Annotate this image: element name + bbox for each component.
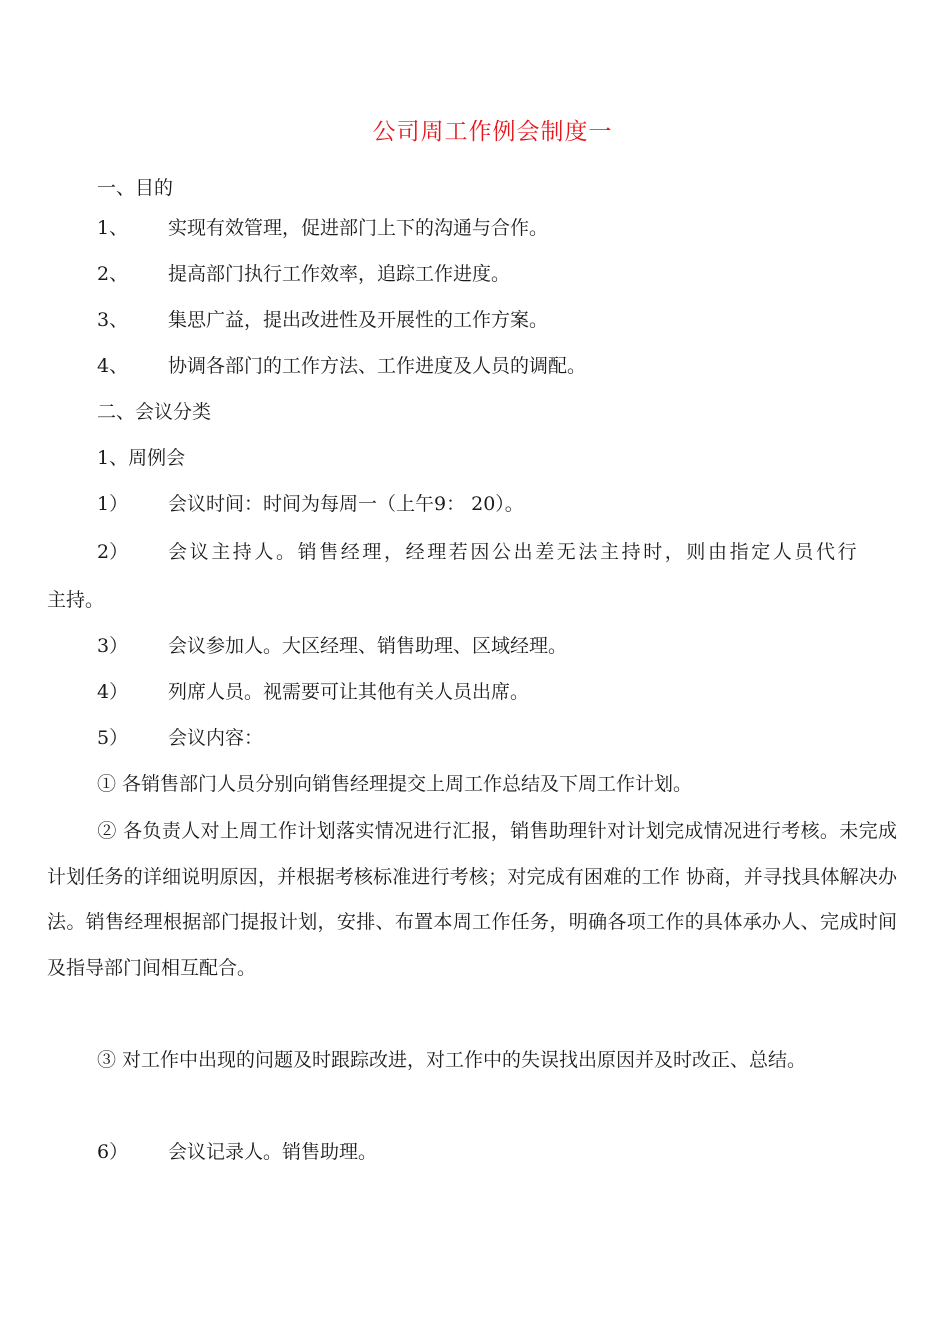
item-number: 3、 [97, 309, 129, 331]
item-text: 会议时间：时间为每周一（上午9： 20）。 [168, 493, 524, 515]
item-text: 会议主持人。销售经理，经理若因公出差无法主持时，则由指定人员代行 [168, 541, 860, 563]
item-text: 实现有效管理，促进部门上下的沟通与合作。 [168, 217, 549, 239]
item-number: 5） [97, 727, 129, 749]
content-item-paragraph [47, 809, 897, 991]
section-heading-meeting-types: 二、会议分类 [97, 401, 212, 423]
item-number: 4、 [97, 355, 129, 377]
item-number: 6） [97, 1141, 129, 1163]
item-number: 1） [97, 493, 129, 515]
item-text: 会议参加人。大区经理、销售助理、区域经理。 [168, 635, 568, 657]
content-item-text: ③ 对工作中出现的问题及时跟踪改进，对工作中的失误找出原因并及时改正、总结。 [97, 1049, 807, 1071]
item-number: 2） [97, 541, 129, 563]
item-number: 3） [97, 635, 129, 657]
item-text: 会议内容： [168, 727, 264, 749]
document-title: 公司周工作例会制度一 [372, 119, 613, 145]
section-heading-purpose: 一、目的 [97, 177, 174, 199]
content-item: ① 各销售部门人员分别向销售经理提交上周工作总结及下周工作计划。 [97, 773, 693, 795]
item-text: 集思广益，提出改进性及开展性的工作方案。 [168, 309, 549, 331]
item-text: 会议记录人。销售助理。 [168, 1141, 378, 1163]
item-text: 协调各部门的工作方法、工作进度及人员的调配。 [168, 355, 587, 377]
item-text: 提高部门执行工作效率，追踪工作进度。 [168, 263, 511, 285]
item-number: 2、 [97, 263, 129, 285]
content-item-paragraph [47, 1038, 897, 1084]
item-text-continuation: 主持。 [47, 589, 105, 611]
item-number: 1、 [97, 217, 129, 239]
subsection-heading-weekly-meeting: 1、周例会 [97, 447, 186, 469]
content-item-text: ② 各负责人对上周工作计划落实情况进行汇报，销售助理针对计划完成情况进行考核。未完成计划任务的详细说明原因，并根据考核标准进行考核；对完成有困难的工作 协商，并寻找具体解决办法。销售经理根据部门提报计划，安排、布置本周工作任务，明确各项工作的具体承办人、完成时间及指导部门间相互配合。 [47, 820, 897, 979]
item-text: 列席人员。视需要可让其他有关人员出席。 [168, 681, 530, 703]
item-number: 4） [97, 681, 129, 703]
